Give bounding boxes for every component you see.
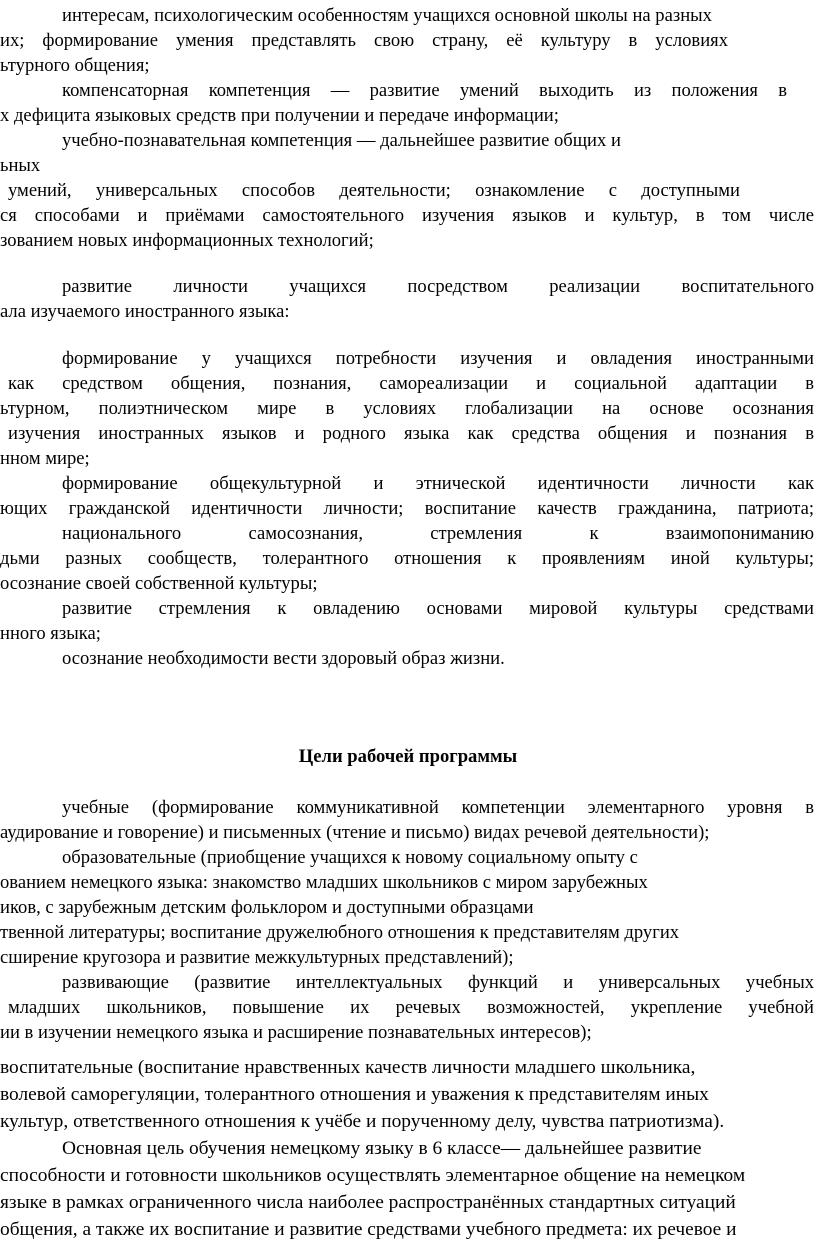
text-line: ала изучаемого иностранного языка:	[0, 301, 290, 322]
text-line: сширение кругозора и развитие межкультурных представлений);	[0, 947, 514, 968]
text-line: национального самосознания, стремления к взаимопониманию	[62, 523, 814, 544]
text-line: их; формирование умения представлять свою страну, её культуру в условиях	[0, 30, 728, 51]
text-line: общения, а также их воспитание и развитие средствами учебного предмета: их речевое и	[0, 1219, 737, 1240]
text-line: умений, универсальных способов деятельности; ознакомление с доступными	[8, 180, 740, 201]
section-heading: Цели рабочей программы	[298, 746, 518, 767]
text-line: способности и готовности школьников осуществлять элементарное общение на немецком	[0, 1165, 746, 1186]
text-line: осознание необходимости вести здоровый образ жизни.	[62, 648, 505, 669]
text-line: нном мире;	[0, 448, 90, 469]
text-line: ьтурного общения;	[0, 55, 150, 76]
text-line: образовательные (приобщение учащихся к новому социальному опыту с	[62, 847, 638, 868]
text-line: компенсаторная компетенция — развитие умений выходить из положения в	[62, 80, 787, 101]
text-line: младших школьников, повышение их речевых возможностей, укрепление учебной	[8, 997, 814, 1018]
text-line: осознание своей собственной культуры;	[0, 573, 318, 594]
text-line: формирование у учащихся потребности изучения и овладения иностранными	[62, 348, 814, 369]
text-line: развитие личности учащихся посредством реализации воспитательного	[62, 276, 814, 297]
text-line: нного языка;	[0, 623, 101, 644]
text-line: языке в рамках ограниченного числа наиболее распространённых стандартных ситуаций	[0, 1192, 736, 1213]
text-line: ющих гражданской идентичности личности; воспитание качеств гражданина, патриота;	[0, 498, 814, 519]
text-line: ьных	[0, 155, 41, 176]
text-line: твенной литературы; воспитание дружелюбного отношения к представителям других	[0, 922, 680, 943]
text-line: зованием новых информационных технологий;	[0, 230, 374, 251]
text-line: интересам, психологическим особенностям учащихся основной школы на разных	[62, 5, 712, 26]
text-line: культур, ответственного отношения к учёбе и порученному делу, чувства патриотизма).	[0, 1111, 725, 1132]
text-line: воспитательные (воспитание нравственных качеств личности младшего школьника,	[0, 1057, 696, 1078]
text-line: иков, с зарубежным детским фольклором и доступными образцами	[0, 897, 534, 918]
text-line: ся способами и приёмами самостоятельного изучения языков и культур, в том числе	[0, 205, 814, 226]
text-line: аудирование и говорение) и письменных (чтение и письмо) видах речевой деятельности);	[0, 822, 710, 843]
text-line: ии в изучении немецкого языка и расширение познавательных интересов);	[0, 1022, 592, 1043]
text-line: развивающие (развитие интеллектуальных функций и универсальных учебных	[62, 972, 814, 993]
text-line: формирование общекультурной и этнической идентичности личности как	[62, 473, 814, 494]
text-line: х дефицита языковых средств при получении и передаче информации;	[0, 105, 559, 126]
text-line: развитие стремления к овладению основами мировой культуры средствами	[62, 598, 814, 619]
text-line: ьтурном, полиэтническом мире в условиях глобализации на основе осознания	[0, 398, 814, 419]
text-line: волевой саморегуляции, толерантного отношения и уважения к представителям иных	[0, 1084, 709, 1105]
text-line: учебные (формирование коммуникативной компетенции элементарного уровня в	[62, 797, 814, 818]
text-line: изучения иностранных языков и родного языка как средства общения и познания в	[8, 423, 814, 444]
text-line: ованием немецкого языка: знакомство младших школьников с миром зарубежных	[0, 872, 648, 893]
text-line: учебно-познавательная компетенция — дальнейшее развитие общих и	[62, 130, 621, 151]
text-line: дьми разных сообществ, толерантного отношения к проявлениям иной культуры;	[0, 548, 814, 569]
text-line: Основная цель обучения немецкому языку в 6 классе— дальнейшее развитие	[62, 1138, 702, 1159]
text-line: как средством общения, познания, самореализации и социальной адаптации в	[8, 373, 814, 394]
